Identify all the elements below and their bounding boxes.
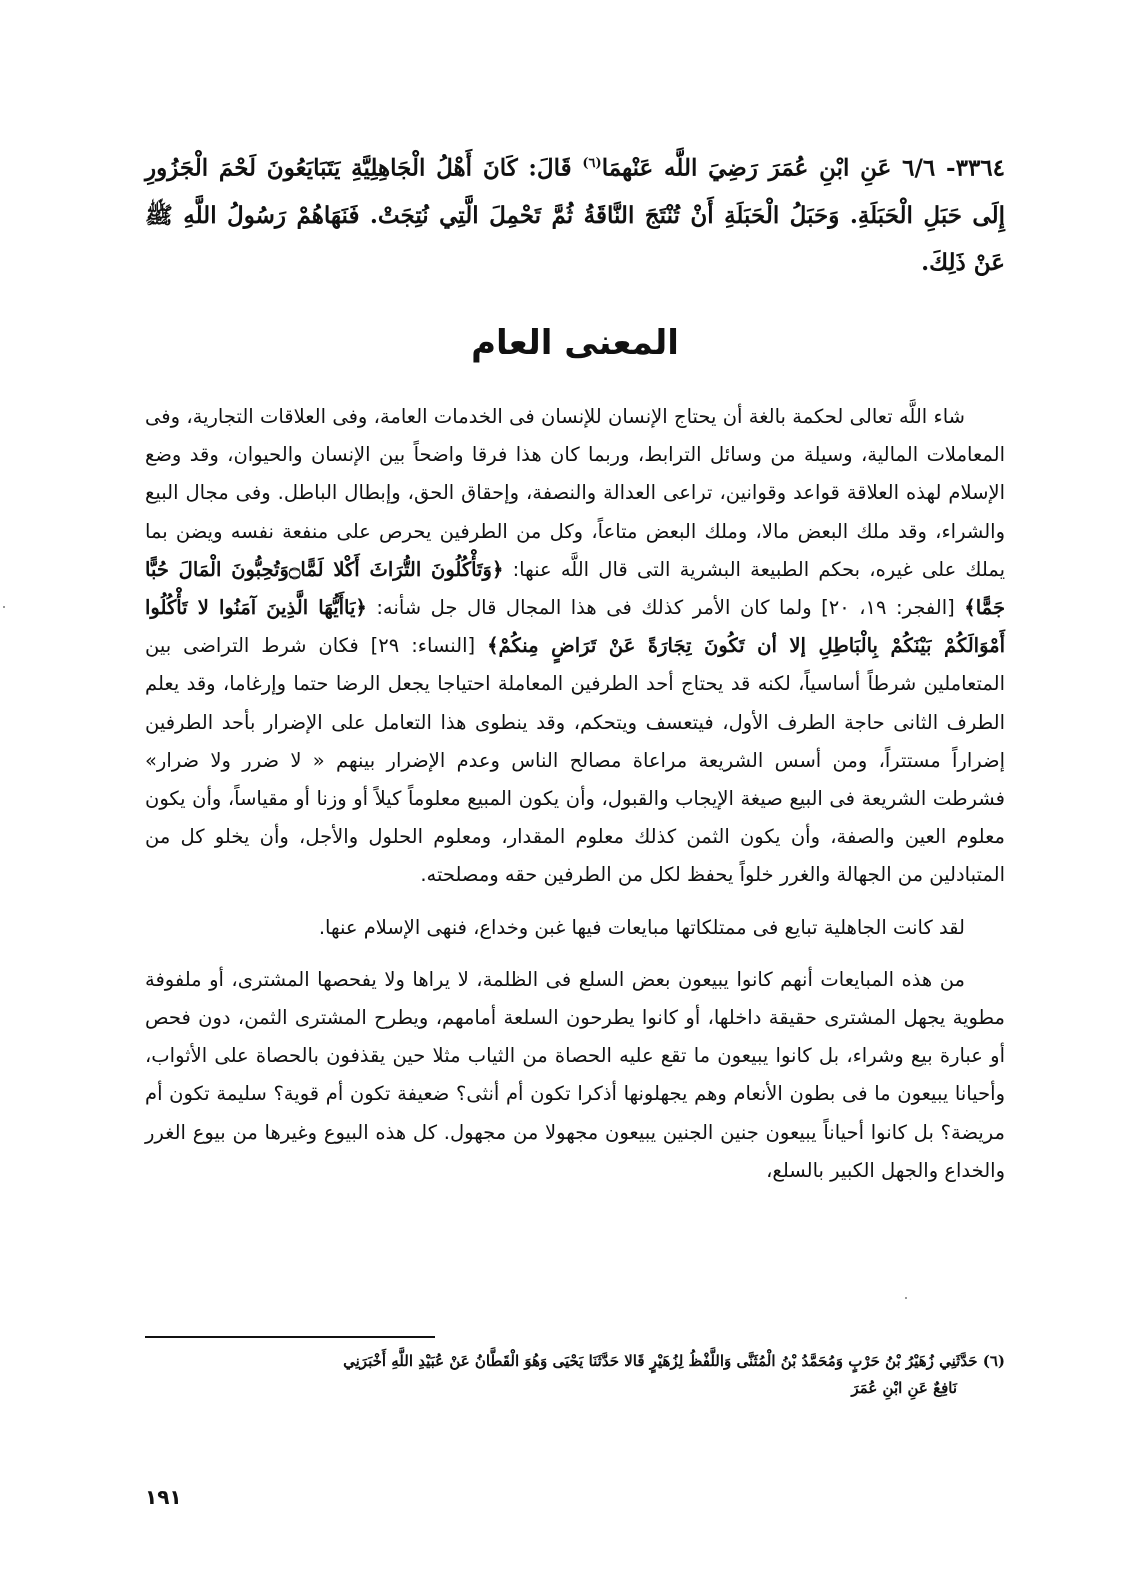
page-number: ١٩١ [145, 1485, 182, 1509]
footnote-marker: (٦) [982, 1352, 1005, 1370]
paragraph-text: [الفجر: ١٩، ٢٠] ولما كان الأمر كذلك فى هذا المجال قال جل شأنه: [366, 596, 965, 620]
scan-speck [3, 606, 5, 608]
quran-verse: ﴿يَاأَيُّهَا الَّذِينَ آمَنُوا لا تَأْكُلُوا أَمْوَالَكُمْ بَيْنَكُمْ بِالْبَاطِلِ إلا أن تَكُونَ تِجَارَةً عَنْ تَرَاضٍ مِنكُمْ﴾ [145, 596, 1006, 658]
hadith-number: ٣٣٦٤- [946, 154, 1006, 182]
commentary-body [145, 398, 1005, 1190]
footnote-line: حَدَّثَنِي زُهَيْرُ بْنُ حَرْبٍ وَمُحَمَّدُ بْنُ الْمُثَنَّى وَاللَّفْظُ لِزُهَيْرٍ قَالا حَدَّثَنَا يَحْيَى وَهُوَ الْقَطَّانُ عَنْ عُبَيْدِ اللَّهِ أَخْبَرَنِي [343, 1352, 978, 1370]
book-page [145, 0, 1005, 1581]
quran-verse: ﴿وَتَأْكُلُونَ التُّرَاثَ أَكْلا لَمًّا۝وَتُحِبُّونَ الْمَالَ حُبًّا جَمًّا﴾ [145, 557, 1005, 620]
footnote [145, 1348, 1005, 1402]
hadith-sub-number: ٦/٦ [902, 154, 936, 182]
paragraph-text: [النساء: ٢٩] فكان شرط التراضى بين المتعاملين شرطاً أساسياً، لكنه قد يحتاج أحد الطرفين المعاملة احتياجا يجعل الرضا حتما وإرغاما، وقد يعلم الطرف الثانى حاجة الطرف الأول، فيتعسف ويتحكم، وقد ينطوى هذا التعامل على الإضرار بأحد الطرفين إضراراً مستتراً، ومن أسس الشريعة مراعاة مصالح الناس وعدم الإضرار بينهم « لا ضرر ولا ضرار» فشرطت الشريعة فى البيع صيغة الإيجاب والقبول، وأن يكون المبيع معلوماً كيلاً أو وزنا أو مقياساً، وأن يكون معلوم العين والصفة، وأن يكون الثمن كذلك معلوم المقدار، ومعلوم الحلول والأجل، وأن يخلو كل من المتبادلين من الجهالة والغرر خلواً يحفظ لكل من الطرفين حقه ومصلحته. [145, 634, 1005, 887]
scan-speck [905, 1297, 907, 1299]
paragraph: من هذه المبايعات أنهم كانوا يبيعون بعض السلع فى الظلمة، لا يراها ولا يفحصها المشترى، أو ملفوفة مطوية يجهل المشترى حقيقة داخلها، أو كانوا يطرحون السلعة أمامهم، ويطرح المشترى الثمن، دون فحص أو عبارة بيع وشراء، بل كانوا يبيعون ما تقع عليه الحصاة من الثياب مثلا حين يقذفون بالحصاة على الأثواب، وأحيانا يبيعون ما فى بطون الأنعام وهم يجهلونها أذكرا تكون أم أنثى؟ ضعيفة تكون أم قوية؟ سليمة تكون أم مريضة؟ بل كانوا أحياناً يبيعون جنين الجنين يبيعون مجهولا من مجهول. كل هذه البيوع وغيرها من بيوع الغرر والخداع والجهل الكبير بالسلع، [145, 967, 1005, 1182]
paragraph-text: شاء اللَّه تعالى لحكمة بالغة أن يحتاج الإنسان للإنسان فى الخدمات العامة، وفى العلاقات التجارية، وفى المعاملات المالية، وسيلة من وسائل الترابط، وربما كان هذا فرقا واضحاً بين الإنسان والحيوان، وقد وضع الإسلام لهذه العلاقة قواعد وقوانين، تراعى العدالة والنصفة، وإحقاق الحق، وإبطال الباطل. وفى مجال البيع والشراء، وقد ملك البعض مالا، وملك البعض متاعاً، وكل من الطرفين يحرص على منفعة نفسه ويضن بما يملك على غيره، بحكم الطبيعة البشرية التى قال اللَّه عنها: [145, 405, 1005, 581]
hadith-body: قَالَ: كَانَ أَهْلُ الْجَاهِلِيَّةِ يَتَبَايَعُونَ لَحْمَ الْجَزُورِ إِلَى حَبَلِ الْحَبَلَةِ. وَحَبَلُ الْحَبَلَةِ أَنْ تُنْتَجَ النَّاقَةُ ثُمَّ تَحْمِلَ الَّتِي نُتِجَتْ. فَنَهَاهُمْ رَسُولُ اللَّهِ ﷺ عَنْ ذَلِكَ. [145, 154, 1005, 276]
footnote-divider [145, 1336, 435, 1338]
paragraph: لقد كانت الجاهلية تبايع فى ممتلكاتها مبايعات فيها غبن وخداع، فنهى الإسلام عنها. [318, 915, 965, 939]
paragraph [145, 398, 1005, 895]
footnote-line: نَافِعٌ عَنِ ابْنِ عُمَرَ [851, 1379, 957, 1397]
section-title: المعنى العام [471, 323, 679, 363]
hadith-text [145, 140, 1005, 286]
hadith-narrator: عَنِ ابْنِ عُمَرَ رَضِيَ اللَّه عَنْهمَا [601, 154, 892, 182]
footnote-reference: (٦) [582, 156, 602, 171]
